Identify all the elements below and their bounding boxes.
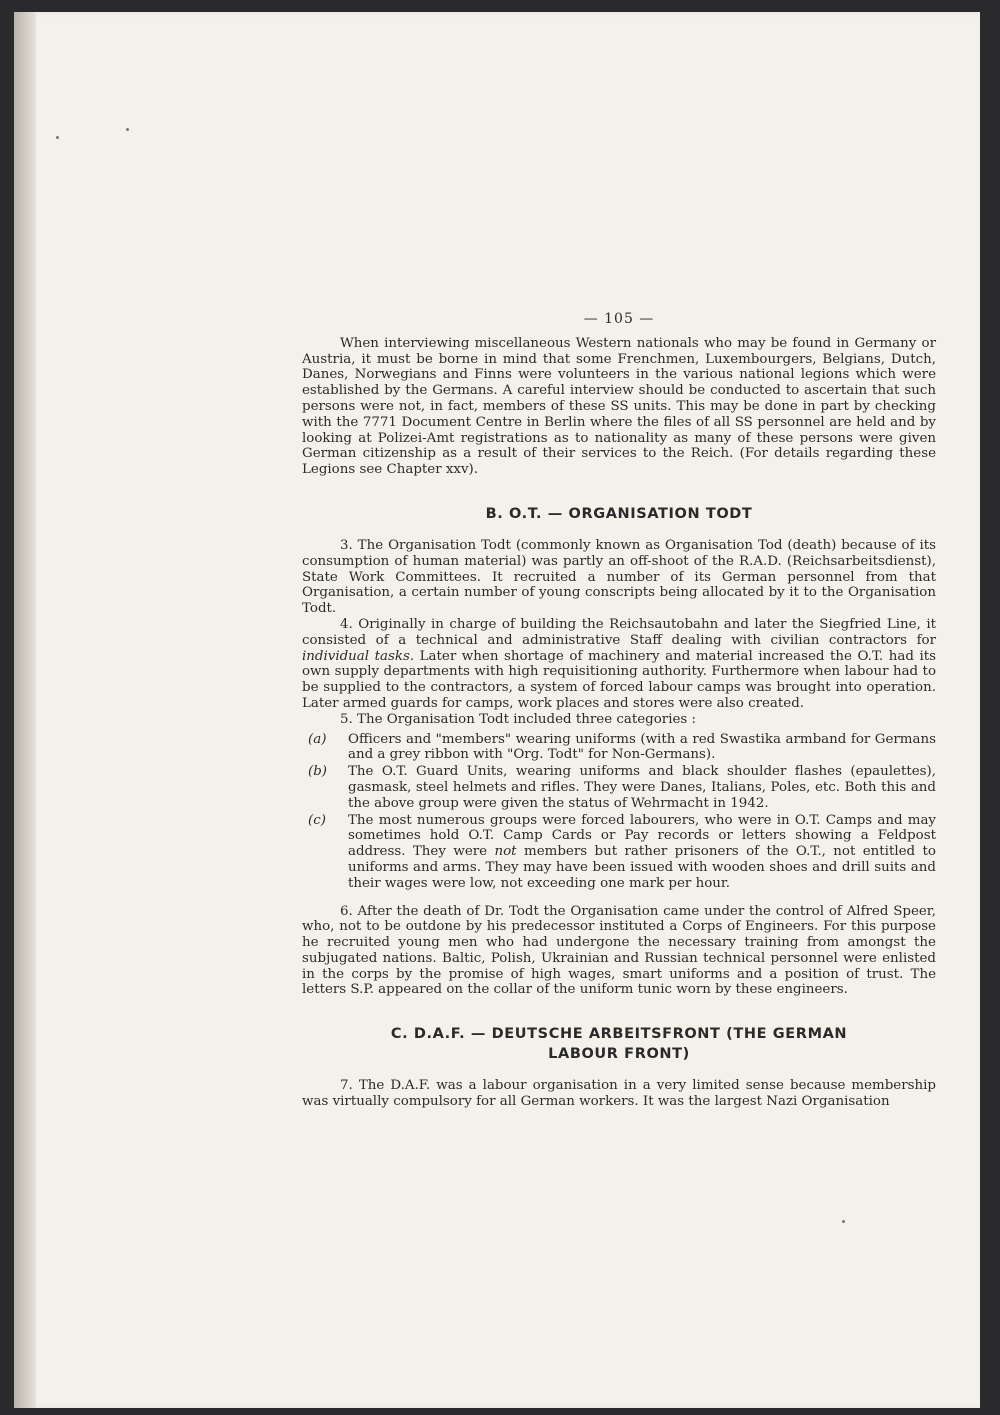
- page-content: [302, 312, 936, 1110]
- category-item-b: [302, 764, 936, 811]
- paragraph-6: 6. After the death of Dr. Todt the Organisation came under the control of Alfred Speer, who, not to be outdone by his predecessor instituted a Corps of Engineers. For this purpose he recruited young men who had undergone the necessary training from amongst the subjugated nations. Baltic, Polish, Ukrainian and Russian technical personnel were enlisted in the corps by the promise of high wages, smart uniforms and a position of trust. The letters S.P. appeared on the collar of the uniform tunic worn by these engineers.: [302, 903, 936, 998]
- paragraph-7: 7. The D.A.F. was a labour organisation in a very limited sense because membership was virtually compulsory for all German workers. It was the largest Nazi Organisation: [302, 1078, 936, 1110]
- page-spine-shadow: [14, 12, 36, 1408]
- paper-speck: [126, 128, 129, 131]
- paragraph-4-italic: individual tasks.: [302, 648, 415, 664]
- paper-speck: [842, 1220, 845, 1223]
- section-b-heading: B. O.T. — ORGANISATION TODT: [485, 505, 753, 522]
- paragraph-3: 3. The Organisation Todt (commonly known as Organisation Tod (death) because of its consumption of human material) was partly an off-shoot of the R.A.D. (Reichsarbeitsdienst), State Work Committees. It recruited a number of its German personnel from that Organisation, a certain number of young conscripts being allocated by it to the Organisation Todt.: [302, 537, 936, 617]
- paragraph-4-start: 4. Originally in charge of building the Reichsautobahn and later the Siegfried Line, it consisted of a technical and administrative Staff dealing with civilian contractors for: [302, 616, 936, 648]
- section-c-heading-line-2: LABOUR FRONT): [548, 1046, 690, 1063]
- item-c-text-italic: not: [494, 844, 517, 860]
- item-text: Officers and "members" wearing uniforms (with a red Swastika armband for Germans and a grey ribbon with "Org. Todt" for Non-Germans).: [348, 731, 936, 763]
- category-item-c: [302, 813, 936, 892]
- document-page: [14, 12, 980, 1408]
- item-c-text-end: members but rather prisoners of the O.T., not entitled to uniforms and arms. They may have been issued with wooden shoes and drill suits and their wages were low, not exceeding one mark per hour.: [348, 844, 936, 891]
- item-marker: (c): [308, 812, 326, 828]
- item-text: The O.T. Guard Units, wearing uniforms and black shoulder flashes (epaulettes), gasmask, steel helmets and rifles. They were Danes, Italians, Poles, etc. Both this and the above group were given the status of Wehrmacht in 1942.: [348, 764, 936, 811]
- item-text: [348, 813, 936, 892]
- intro-paragraph: When interviewing miscellaneous Western nationals who may be found in Germany or Austria, it must be borne in mind that some Frenchmen, Luxembourgers, Belgians, Dutch, Danes, Norwegians and Finns were volunteers in the various national legions which were established by the Germans. A careful interview should be conducted to ascertain that such persons were not, in fact, members of these SS units. This may be done in part by checking with the 7771 Document Centre in Berlin where the files of all SS personnel are held and by looking at Polizei-Amt registrations as to nationality as many of these persons were given German citizenship as a result of their services to the Reich. (For details regarding these Legions see Chapter xxv).: [302, 335, 936, 478]
- category-item-a: [302, 732, 936, 764]
- paper-speck: [56, 136, 59, 139]
- paragraph-5: 5. The Organisation Todt included three categories :: [340, 711, 697, 727]
- section-c-heading-line-1: C. D.A.F. — DEUTSCHE ARBEITSFRONT (THE GERMAN: [390, 1026, 848, 1043]
- paragraph-4: [302, 617, 936, 712]
- category-list: [302, 732, 936, 892]
- item-c-text-start: The most numerous groups were forced labourers, who were in O.T. Camps and may sometimes hold O.T. Camp Cards or Pay records or letters showing a Feldpost address. They were: [348, 812, 936, 860]
- section-c-heading: [302, 1024, 936, 1064]
- item-marker: (b): [308, 764, 328, 780]
- paragraph-4-end: Later when shortage of machinery and material increased the O.T. had its own supply departments with high requisitioning authority. Furthermore when labour had to be supplied to the contractors, a system of forced labour camps was brought into operation. Later armed guards for camps, work places and stores were also created.: [302, 648, 936, 711]
- item-marker: (a): [308, 731, 327, 747]
- page-number: — 105 —: [583, 311, 655, 327]
